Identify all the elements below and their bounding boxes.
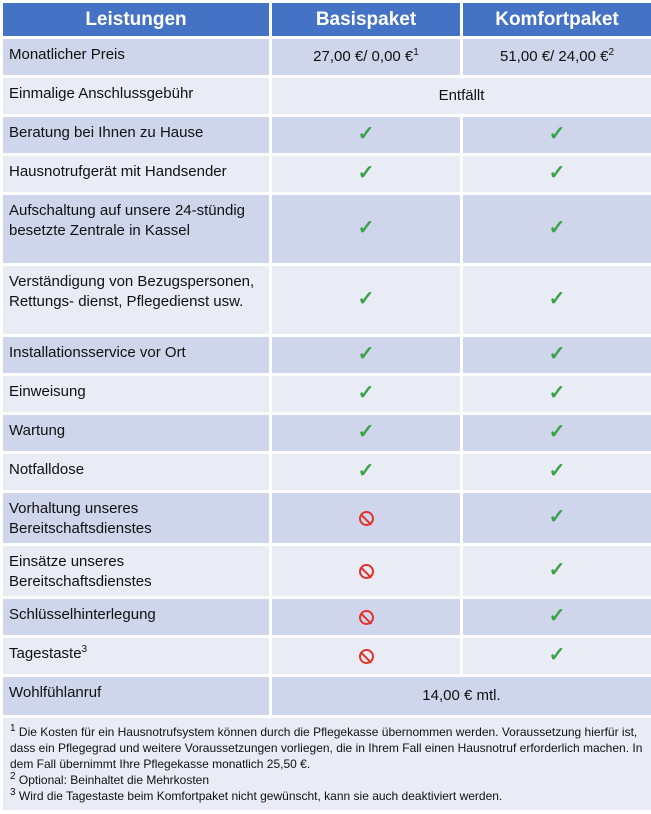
table-row [3,195,651,263]
table-row [3,39,651,75]
table-row [3,546,651,596]
footnotes-row [3,718,651,810]
footnotes [3,718,651,810]
row-label: Hausnotrufgerät mit Handsender [3,156,269,192]
footnote-3 [10,788,644,804]
row-label: Vorhaltung unseres Bereitschaftsdienstes [3,493,269,543]
check-icon: ✓ [548,343,566,365]
check-icon: ✓ [548,506,566,528]
table-row [3,638,651,674]
check-icon: ✓ [357,382,375,404]
table-row [3,117,651,153]
footnote-marker: 2 [10,771,16,782]
footnote-text: Optional: Beinhaltet die Mehrkosten [18,773,210,787]
prohibited-icon [359,610,374,625]
check-icon: ✓ [357,162,375,184]
footnote-marker: 1 [10,723,16,734]
row-label: Notfalldose [3,454,269,490]
table-row [3,78,651,114]
footnote-text: Die Kosten für ein Hausnotrufsystem können durch die Pflegekasse übernommen werden. Voraussetzung hierfür ist, dass ein Pflegegrad und weitere Voraussetzungen vorliegen, die in Ihrem Fall einen Hausnotruf erforderlich machen. In dem Fall übernimmt Ihre Pflegekasse monatlich 25,50 €. [10,725,643,771]
table-row [3,415,651,451]
komfort-price-text: 51,00 €/ 24,00 € [500,48,609,65]
header-row [3,3,651,36]
row-label: Einweisung [3,376,269,412]
footnote-ref: 3 [81,644,88,655]
check-icon: ✓ [548,460,566,482]
table-row [3,156,651,192]
footnote-1 [10,724,644,772]
komfort-price [463,39,651,75]
table-row [3,493,651,543]
header-basispaket: Basispaket [272,3,460,36]
basis-price [272,39,460,75]
check-icon: ✓ [357,123,375,145]
table-row [3,677,651,715]
footnote-text: Wird die Tagestaste beim Komfortpaket nicht gewünscht, kann sie auch deaktiviert werden. [18,789,503,803]
check-icon: ✓ [357,288,375,310]
table-row [3,376,651,412]
footnote-2 [10,772,644,788]
check-icon: ✓ [357,460,375,482]
table-row [3,266,651,334]
check-icon: ✓ [548,559,566,581]
row-label: Wartung [3,415,269,451]
row-label [3,638,269,674]
row-label [3,39,269,75]
row-label-text: Monatlicher Preis [9,46,125,63]
check-icon: ✓ [548,421,566,443]
footnote-ref: 2 [608,47,614,58]
row-label: Wohlfühlanruf [3,677,269,715]
row-label-text: Tagestaste [9,645,82,662]
check-icon: ✓ [548,162,566,184]
table-row [3,337,651,373]
row-label: Beratung bei Ihnen zu Hause [3,117,269,153]
check-icon: ✓ [548,288,566,310]
table-row [3,599,651,635]
merged-value: 14,00 € mtl. [272,677,651,715]
row-label: Schlüsselhinterlegung [3,599,269,635]
check-icon: ✓ [357,217,375,239]
table-row [3,454,651,490]
check-icon: ✓ [548,217,566,239]
prohibited-icon [359,649,374,664]
check-icon: ✓ [548,605,566,627]
check-icon: ✓ [357,421,375,443]
row-label: Verständigung von Bezugspersonen, Rettungs- dienst, Pflegedienst usw. [3,266,269,334]
basis-price-text: 27,00 €/ 0,00 € [313,48,414,65]
check-icon: ✓ [548,123,566,145]
header-komfortpaket: Komfortpaket [463,3,651,36]
merged-value: Entfällt [272,78,651,114]
row-label: Einmalige Anschlussgebühr [3,78,269,114]
row-label: Installationsservice vor Ort [3,337,269,373]
prohibited-icon [359,564,374,579]
check-icon: ✓ [548,644,566,666]
row-label: Einsätze unseres Bereitschaftsdienstes [3,546,269,596]
check-icon: ✓ [548,382,566,404]
prohibited-icon [359,511,374,526]
row-label: Aufschaltung auf unsere 24-stündig besetzte Zentrale in Kassel [3,195,269,263]
footnote-marker: 3 [10,787,16,798]
footnote-ref: 1 [413,47,419,58]
check-icon: ✓ [357,343,375,365]
header-leistungen: Leistungen [3,3,269,36]
